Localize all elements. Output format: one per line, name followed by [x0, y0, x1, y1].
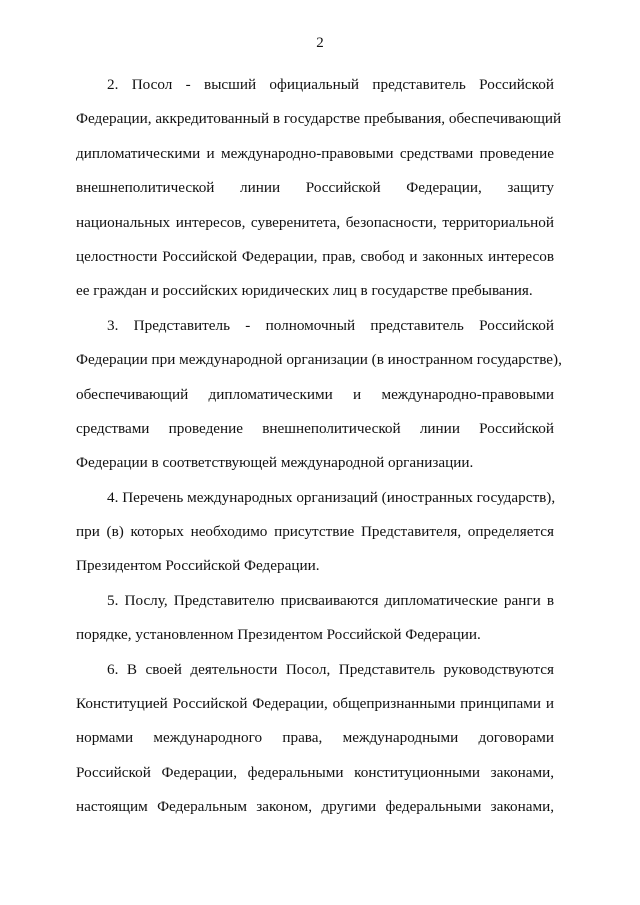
text-line: 6. В своей деятельности Посол, Представитель руководствуются	[107, 660, 554, 678]
text-line: ее граждан и российских юридических лиц в государстве пребывания.	[76, 282, 533, 300]
text-line: Президентом Российской Федерации.	[76, 557, 320, 575]
paragraph-6	[76, 653, 554, 825]
document-body	[76, 68, 562, 825]
text-line: 2. Посол - высший официальный представитель Российской	[107, 76, 554, 93]
text-line: Федерации, аккредитованный в государстве пребывания, обеспечивающий	[76, 110, 562, 128]
text-line: 4. Перечень международных организаций (иностранных государств),	[107, 488, 556, 506]
text-line: Федерации в соответствующей международной организации.	[76, 454, 474, 472]
text-line: национальных интересов, суверенитета, безопасности, территориальной	[76, 213, 554, 231]
paragraph-4	[76, 481, 554, 584]
paragraph-5	[76, 584, 554, 653]
text-line: 3. Представитель - полномочный представитель Российской	[107, 316, 554, 334]
paragraph-2	[76, 68, 562, 309]
text-line: порядке, установленном Президентом Российской Федерации.	[76, 626, 481, 644]
text-line: Федерации при международной организации (в иностранном государстве),	[76, 351, 562, 369]
text-line: дипломатическими и международно-правовыми средствами проведение	[76, 144, 554, 162]
text-line: настоящим Федеральным законом, другими федеральными законами,	[76, 798, 554, 816]
text-line: внешнеполитической линии Российской Федерации, защиту	[76, 179, 554, 197]
text-line: 5. Послу, Представителю присваиваются дипломатические ранги в	[107, 591, 554, 609]
text-line: Российской Федерации, федеральными конституционными законами,	[76, 763, 554, 781]
text-line: целостности Российской Федерации, прав, свобод и законных интересов	[76, 247, 554, 265]
page-number: 2	[316, 35, 324, 51]
text-line: нормами международного права, международными договорами	[76, 729, 554, 747]
paragraph-3	[76, 309, 562, 481]
text-line: при (в) которых необходимо присутствие Представителя, определяется	[76, 523, 554, 541]
text-line: средствами проведение внешнеполитической линии Российской	[76, 419, 554, 437]
text-line: обеспечивающий дипломатическими и международно-правовыми	[76, 385, 554, 403]
text-line: Конституцией Российской Федерации, общепризнанными принципами и	[76, 695, 554, 713]
